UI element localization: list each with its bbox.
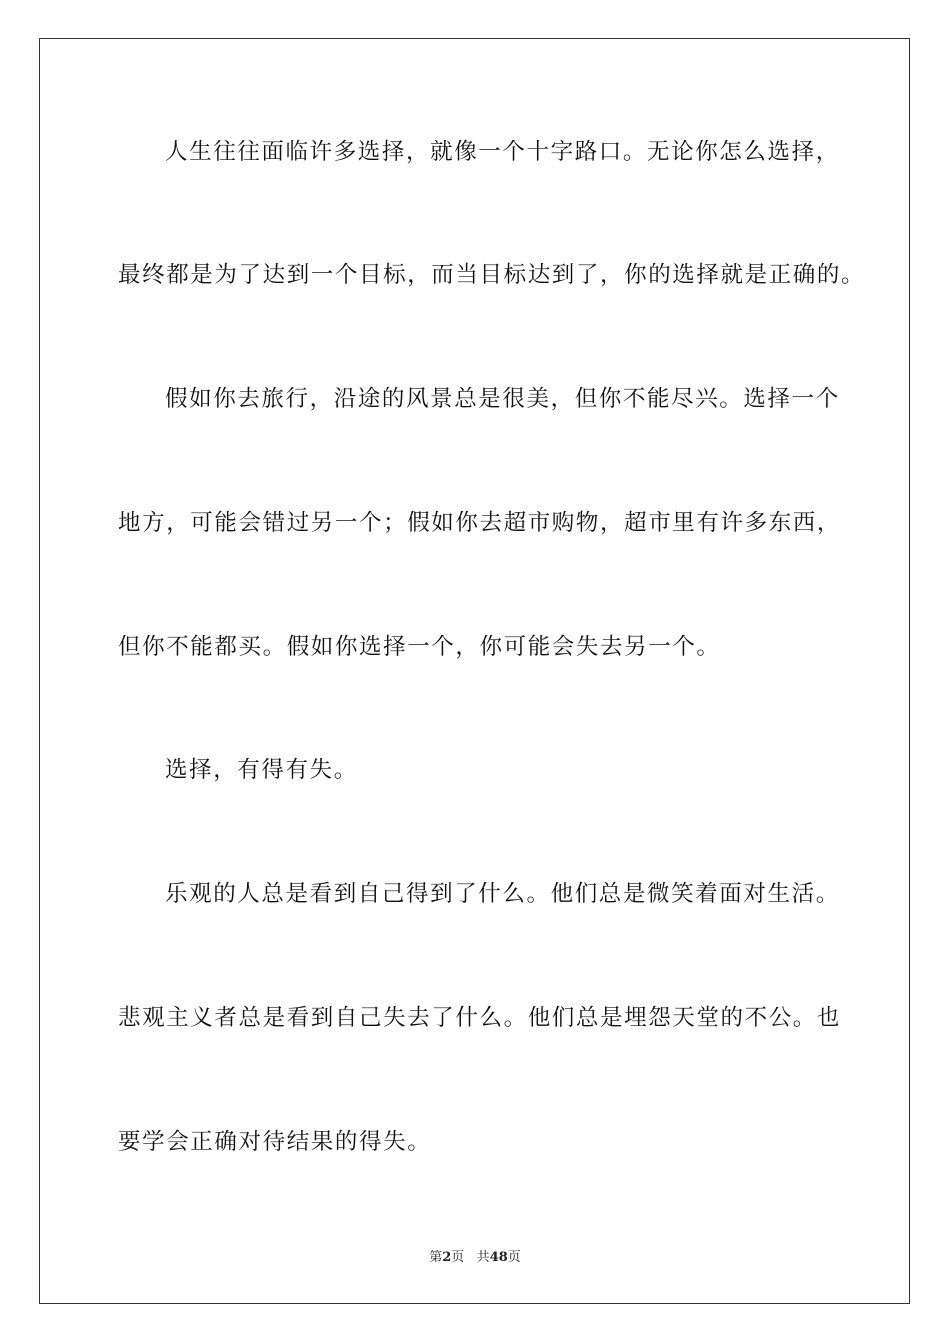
total-prefix: 共 xyxy=(476,1250,490,1265)
page-prefix: 第 xyxy=(429,1250,443,1265)
paragraph-1-line-1: 人生往往面临许多选择，就像一个十字路口。无论你怎么选择， xyxy=(165,139,840,165)
paragraph-3-line-1: 选择，有得有失。 xyxy=(165,757,358,783)
paragraph-2-line-1: 假如你去旅行，沿途的风景总是很美，但你不能尽兴。选择一个 xyxy=(165,386,840,412)
paragraph-2-line-2: 地方，可能会错过另一个；假如你去超市购物，超市里有许多东西， xyxy=(118,510,842,536)
paragraph-2-line-3: 但你不能都买。假如你选择一个，你可能会失去另一个。 xyxy=(118,634,721,660)
total-pages: 48 xyxy=(489,1250,508,1265)
paragraph-4-line-3: 要学会正确对待结果的得失。 xyxy=(118,1129,432,1155)
page-footer xyxy=(0,1249,950,1267)
page-number: 2 xyxy=(442,1250,452,1265)
paragraph-4-line-1: 乐观的人总是看到自己得到了什么。他们总是微笑着面对生活。 xyxy=(165,881,840,907)
paragraph-1-line-2: 最终都是为了达到一个目标，而当目标达到了，你的选择就是正确的。 xyxy=(118,262,866,288)
page-border xyxy=(39,38,910,1304)
total-suffix: 页 xyxy=(507,1250,521,1265)
paragraph-4-line-2: 悲观主义者总是看到自己失去了什么。他们总是埋怨天堂的不公。也 xyxy=(118,1005,842,1031)
page-suffix: 页 xyxy=(451,1250,465,1265)
